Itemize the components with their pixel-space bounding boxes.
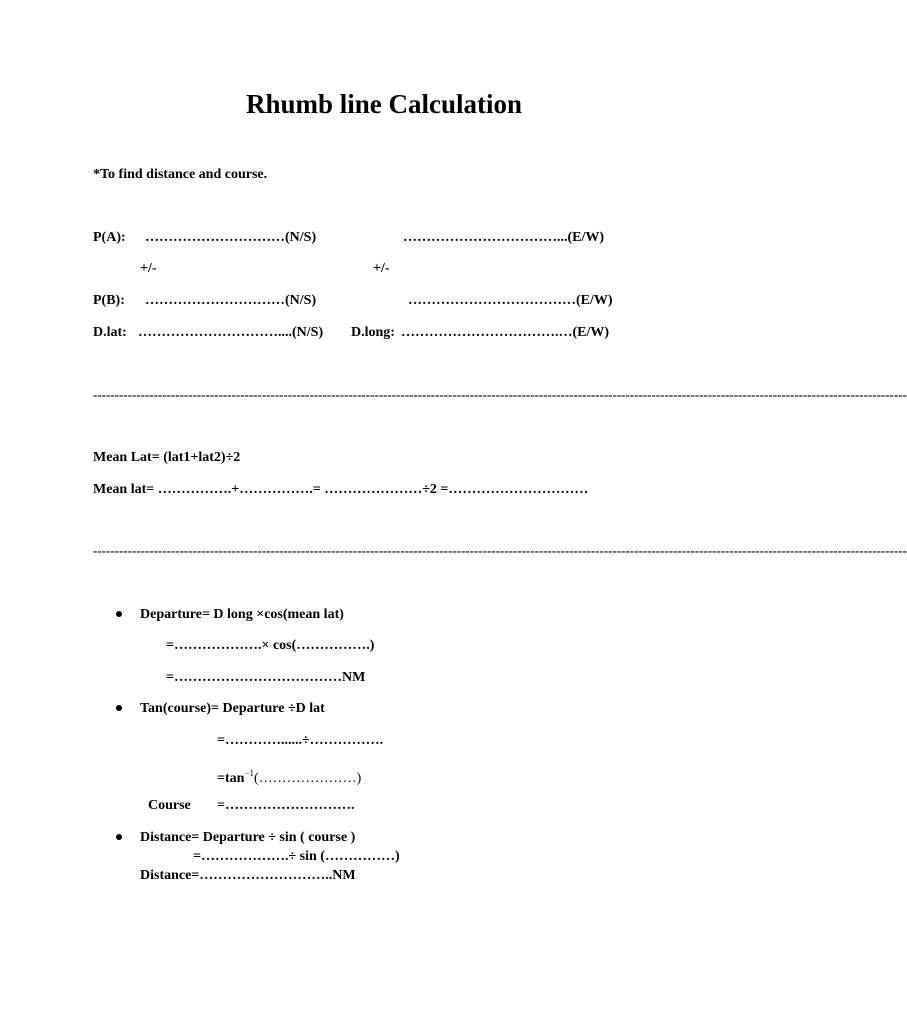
bullet-icon [116, 834, 122, 840]
pa-lat-blank: …………………………(N/S) [145, 230, 317, 245]
subtitle: *To find distance and course. [93, 167, 268, 182]
pb-label: P(B): [93, 293, 125, 308]
departure-line-2: =………………………………NM [166, 670, 366, 685]
course-formula: Tan(course)= Departure ÷D lat [140, 701, 325, 716]
plus-minus-long: +/- [373, 261, 390, 276]
mean-lat-formula: Mean Lat= (lat1+lat2)÷2 [93, 450, 241, 465]
distance-result: Distance=………………………..NM [140, 868, 356, 883]
dlong-blank: …………………………….…(E/W) [401, 325, 610, 340]
tan-argument: (…………………) [254, 771, 362, 786]
dlat-blank: …………………………....(N/S) [138, 325, 324, 340]
dlong-label: D.long: [351, 325, 395, 340]
departure-formula: Departure= D long ×cos(mean lat) [140, 607, 344, 622]
course-tan-line [217, 764, 361, 788]
mean-lat-working: Mean lat= …………….+…………….= …………………÷2 =………………………… [93, 482, 589, 497]
pb-long-blank: ………………………………(E/W) [408, 293, 613, 308]
pb-lat-blank: …………………………(N/S) [145, 293, 317, 308]
separator-line: -------------------------------------------------------------------------------------------------------------------------------------------------------------------------------------------- [93, 387, 907, 402]
course-label: Course [148, 798, 191, 813]
page-title: Rhumb line Calculation [245, 89, 523, 119]
distance-line-1: =……………….÷ sin (……………) [193, 849, 400, 864]
bullet-icon [116, 705, 122, 711]
distance-formula: Distance= Departure ÷ sin ( course ) [140, 830, 356, 845]
tan-prefix: =tan [217, 771, 245, 786]
pa-long-blank: ……………………………...(E/W) [403, 230, 605, 245]
course-value: =………………………. [217, 798, 355, 813]
pa-label: P(A): [93, 230, 126, 245]
plus-minus-lat: +/- [140, 261, 157, 276]
separator-line: -------------------------------------------------------------------------------------------------------------------------------------------------------------------------------------------- [93, 543, 907, 558]
bullet-icon [116, 611, 122, 617]
departure-line-1: =……………….× cos(…………….) [166, 638, 375, 653]
dlat-label: D.lat: [93, 325, 127, 340]
tan-exponent: −1 [244, 768, 255, 778]
course-line-1: =…………......÷……………. [217, 733, 384, 748]
